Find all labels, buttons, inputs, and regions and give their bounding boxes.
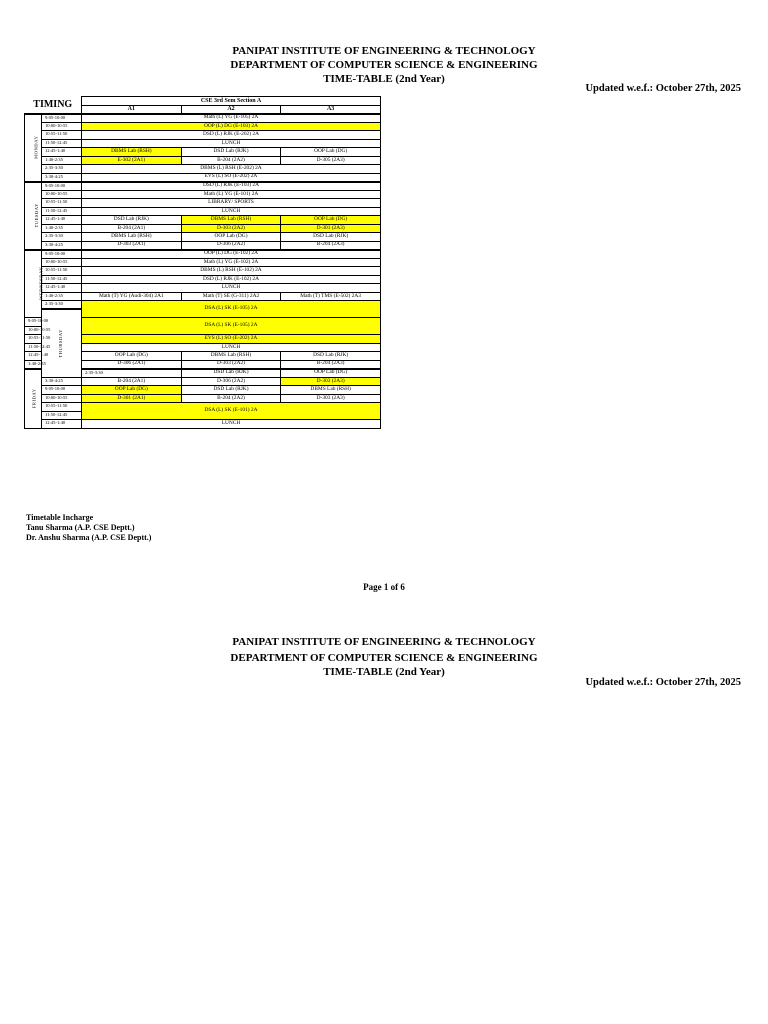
institute-name: PANIPAT INSTITUTE OF ENGINEERING & TECHNOLOGY (232, 45, 536, 57)
time-slot: 10:00-10:55 (25, 326, 42, 335)
class-cell: Math (L) YG (E-102) 2A (82, 258, 381, 267)
class-cell: DBMS Lab (RSH) (82, 148, 182, 157)
class-cell: OOP Lab (DG) (181, 233, 281, 242)
class-cell: DBMS (L) RSH (E-202) 2A (82, 165, 381, 174)
time-slot: 10:00-10:55 (42, 258, 82, 267)
class-cell: DSA (L) SK (E-105) 2A (82, 301, 381, 318)
day-label-friday (25, 369, 42, 429)
class-cell: Math (T) YG (Audi-304) 2A1 (82, 292, 182, 301)
timetable-title: TIME-TABLE (2nd Year) (323, 666, 445, 678)
section-title: CSE 3rd Sem Section A (82, 97, 381, 106)
class-cell: B-204 (2A1) (82, 224, 182, 233)
class-cell: DBMS Lab (RSH) (181, 216, 281, 225)
class-cell: DSD Lab (RJK) (181, 386, 281, 395)
class-cell: DBMS Lab (RSH) (82, 233, 182, 242)
time-slot: 12:45-1:40 (42, 420, 82, 429)
day-label-text: FRIDAY (31, 388, 37, 409)
class-cell: D-303 (2A2) (181, 360, 281, 369)
timetable-title: TIME-TABLE (2nd Year) (323, 73, 445, 85)
timetable-incharge-label: Timetable Incharge (26, 513, 94, 522)
class-cell: LIBRARY/ SPORTS (82, 199, 381, 208)
time-slot: 9:05-10:00 (42, 250, 82, 259)
class-cell: DSD Lab (RJK) (281, 233, 381, 242)
time-slot: 2:35-3:30 (42, 301, 82, 310)
class-cell: D-305 (2A3) (281, 156, 381, 165)
day-label-text: THURSDAY (58, 328, 64, 358)
class-cell: OOP Lab (DG) (281, 148, 381, 157)
time-slot: 9:05-10:00 (42, 182, 82, 191)
class-cell: EVS (L) SO (E-202) 2A (82, 335, 381, 344)
group-header-a3: A3 (281, 106, 381, 114)
class-cell: D-303 (2A3) (281, 377, 381, 386)
class-cell: B-204 (2A1) (82, 377, 182, 386)
time-slot: 11:50-12:45 (42, 207, 82, 216)
class-cell: Math (T) TMS (E-502) 2A3 (281, 292, 381, 301)
day-label-tuesday (25, 182, 42, 250)
class-cell: DSA (L) SK (E-101) 2A (82, 403, 381, 420)
class-cell: LUNCH (82, 420, 381, 429)
timing-header: TIMING (33, 98, 73, 110)
group-header-a2: A2 (181, 106, 281, 114)
day-label-monday (25, 114, 42, 182)
time-slot: 11:50-12:45 (25, 343, 42, 352)
time-slot: 10:00-10:55 (42, 122, 82, 131)
time-slot: 10:00-10:55 (42, 190, 82, 199)
day-label-text: TUESDAY (33, 203, 39, 228)
time-slot: 10:00-10:55 (42, 394, 82, 403)
class-cell: DSD (L) RJK (E-103) 2A (82, 182, 381, 191)
class-cell: D-306 (2A2) (181, 241, 281, 250)
time-slot: 10:55-11:50 (42, 199, 82, 208)
class-cell: LUNCH (82, 343, 381, 352)
time-slot: 12:45-1:40 (42, 148, 82, 157)
class-cell: D-303 (2A2) (181, 224, 281, 233)
day-label-text: WEDNESDAY (38, 267, 44, 301)
class-cell: LUNCH (82, 284, 381, 293)
time-slot: 3:30-4:25 (42, 241, 82, 250)
class-cell: OOP Lab (DG) (281, 369, 381, 378)
class-cell: OOP Lab (DG) (281, 216, 381, 225)
day-label-wednesday (25, 250, 42, 318)
class-cell: DSD Lab (RJK) (281, 352, 381, 361)
class-cell: DBMS (L) RSH (E-102) 2A (82, 267, 381, 276)
class-cell: DBMS Lab (RSH) (181, 352, 281, 361)
class-cell: OOP Lab (DG) (82, 386, 182, 395)
class-cell: Math (L) YG (E-101) 2A (82, 190, 381, 199)
timetable-section-a (24, 96, 381, 429)
updated-date: Updated w.e.f.: October 27th, 2025 (585, 83, 741, 94)
class-cell: LUNCH (82, 207, 381, 216)
class-cell: OOP (L) DG (E-102) 2A (82, 250, 381, 259)
class-cell: DSD Lab (RJK) (82, 216, 182, 225)
time-slot: 9:05-10:00 (25, 318, 42, 327)
class-cell: D-301 (2A3) (281, 224, 381, 233)
class-cell: DSD Lab (RJK) (181, 369, 281, 378)
class-cell: DSD (L) RJK (E-102) 2A (82, 275, 381, 284)
group-header-a1: A1 (82, 106, 182, 114)
class-cell: D-303 (2A1) (82, 241, 182, 250)
class-cell: OOP (L) DG (E-103) 2A (82, 122, 381, 131)
time-slot: 3:30-4:25 (42, 377, 82, 386)
time-slot: 2:35-3:30 (82, 369, 182, 378)
class-cell: D-301 (2A1) (82, 394, 182, 403)
time-slot: 11:50-12:45 (42, 275, 82, 284)
time-slot: 3:30-4:25 (42, 173, 82, 182)
time-slot: 12:45-1:40 (42, 216, 82, 225)
class-cell: LUNCH (82, 139, 381, 148)
class-cell: EVS (L) SO (E-202) 2A (82, 173, 381, 182)
time-slot: 10:55-11:50 (42, 267, 82, 276)
time-slot: 1:40-2:35 (42, 224, 82, 233)
incharge-name-2: Dr. Anshu Sharma (A.P. CSE Deptt.) (26, 533, 152, 542)
class-cell: E-302 (2A1) (82, 156, 182, 165)
class-cell: Math (L) YG (E-105) 2A (82, 114, 381, 123)
department-name: DEPARTMENT OF COMPUTER SCIENCE & ENGINEERING (230, 652, 538, 664)
class-cell: D-306 (2A2) (181, 377, 281, 386)
class-cell: Math (T) SE (G-311) 2A2 (181, 292, 281, 301)
page-number: Page 1 of 6 (363, 582, 405, 592)
time-slot: 9:05-10:00 (42, 386, 82, 395)
time-slot: 12:45-1:40 (25, 352, 42, 361)
class-cell: B-204 (2A2) (181, 394, 281, 403)
class-cell: D-306 (2A1) (82, 360, 182, 369)
time-slot: 2:35-3:30 (42, 165, 82, 174)
time-slot: 12:45-1:40 (42, 284, 82, 293)
class-cell: B-204 (2A3) (281, 241, 381, 250)
time-slot: 11:50-12:45 (42, 411, 82, 420)
department-name: DEPARTMENT OF COMPUTER SCIENCE & ENGINEERING (230, 59, 538, 71)
time-slot: 9:05-10:00 (42, 114, 82, 123)
time-slot: 1:40-2:35 (42, 292, 82, 301)
class-cell: B-204 (2A3) (281, 360, 381, 369)
class-cell: B-204 (2A2) (181, 156, 281, 165)
time-slot: 10:55-11:50 (42, 131, 82, 140)
time-slot: 10:55-11:50 (42, 403, 82, 412)
updated-date: Updated w.e.f.: October 27th, 2025 (585, 677, 741, 688)
class-cell: DSA (L) SK (E-105) 2A (82, 318, 381, 335)
incharge-name-1: Tanu Sharma (A.P. CSE Deptt.) (26, 523, 135, 532)
time-slot: 2:35-3:30 (42, 233, 82, 242)
day-label-text: MONDAY (33, 135, 39, 160)
institute-name: PANIPAT INSTITUTE OF ENGINEERING & TECHNOLOGY (232, 636, 536, 648)
class-cell: DSD (L) RJK (E-202) 2A (82, 131, 381, 140)
time-slot: 1:40-2:35 (42, 156, 82, 165)
class-cell: D-303 (2A3) (281, 394, 381, 403)
time-slot: 11:50-12:45 (42, 139, 82, 148)
time-slot: 1:40-2:35 (25, 360, 42, 369)
time-slot: 10:55-11:50 (25, 335, 42, 344)
class-cell: DSD Lab (RJK) (181, 148, 281, 157)
class-cell: OOP Lab (DG) (82, 352, 182, 361)
class-cell: DBMS Lab (RSH) (281, 386, 381, 395)
